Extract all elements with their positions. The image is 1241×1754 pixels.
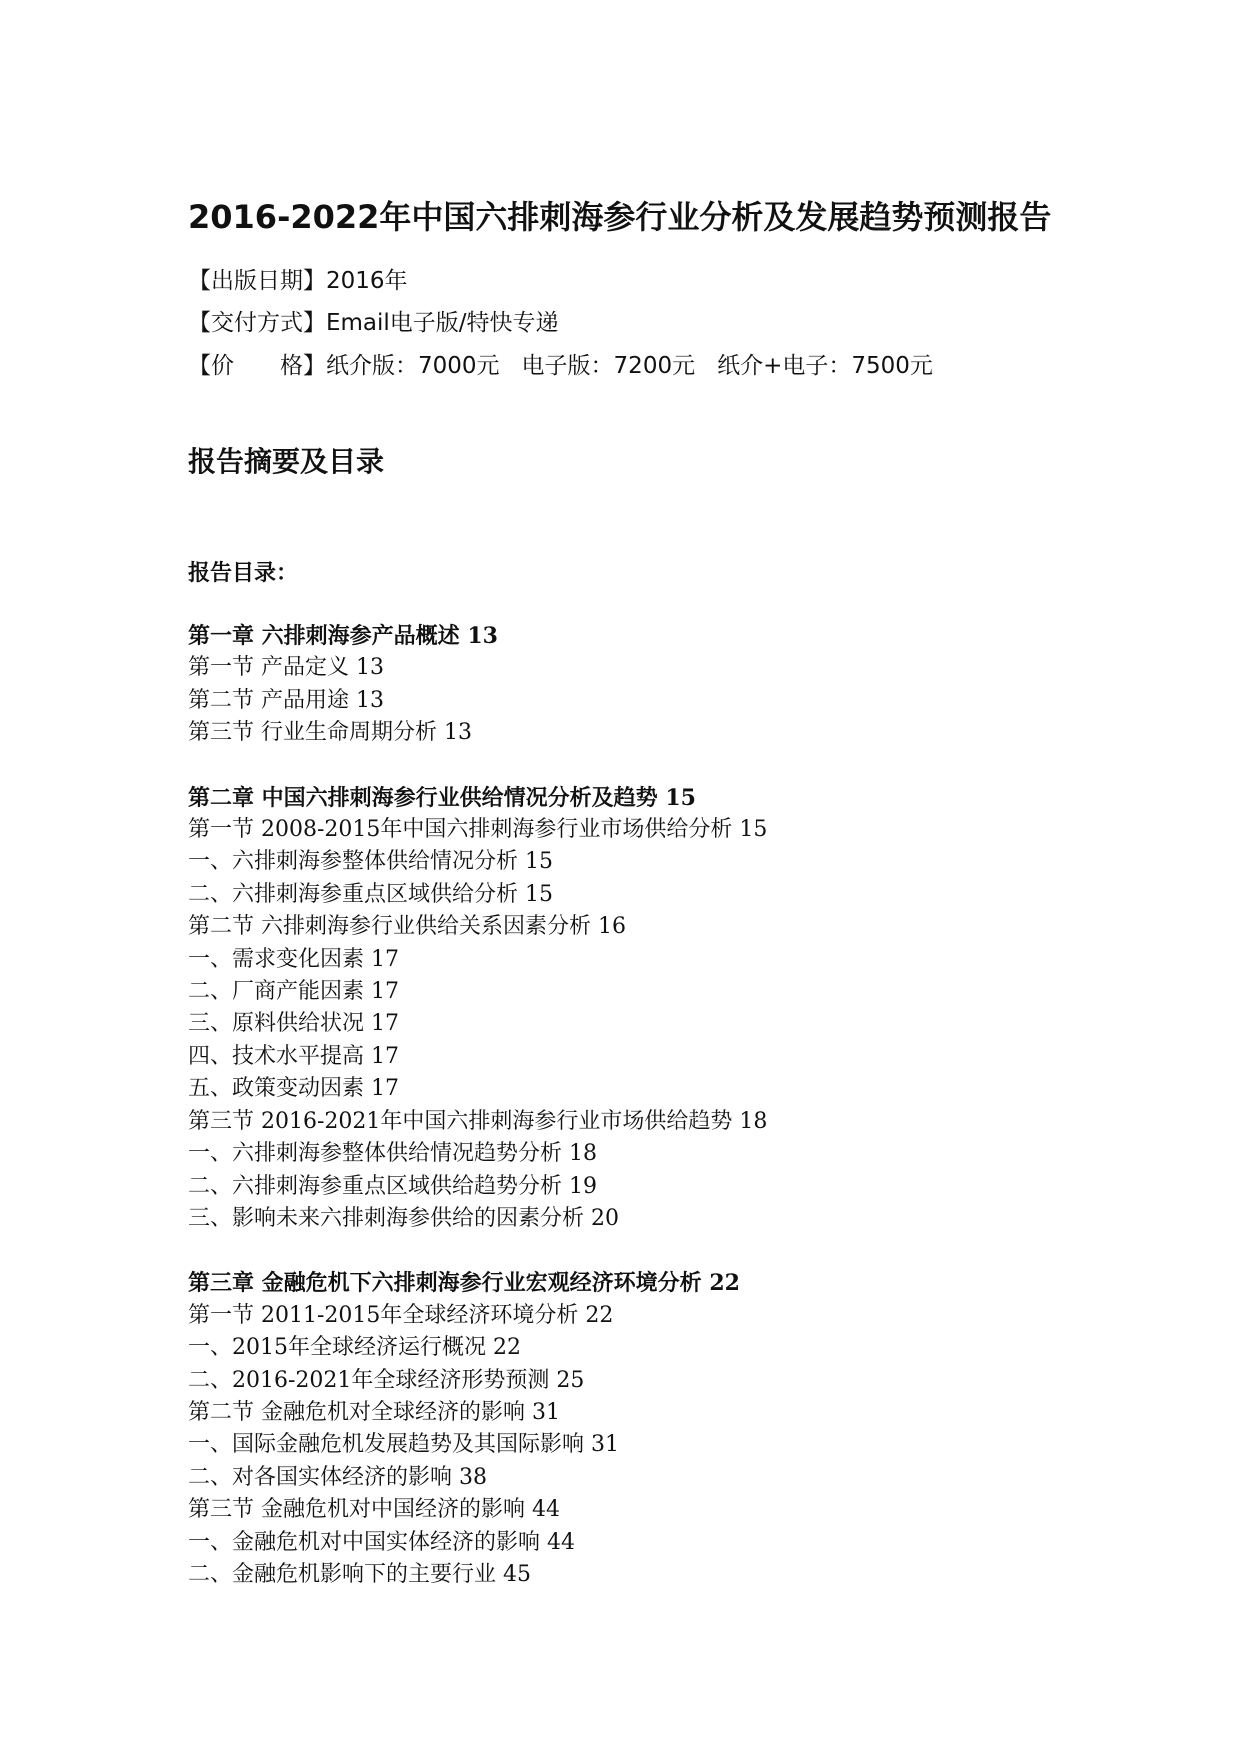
- toc-entry: 第三节 2016-2021年中国六排刺海参行业市场供给趋势 18: [188, 1108, 768, 1134]
- toc-entry: 二、六排刺海参重点区域供给趋势分析 19: [188, 1173, 597, 1199]
- toc-entry: 一、2015年全球经济运行概况 22: [188, 1335, 521, 1361]
- toc-entry: 五、政策变动因素 17: [188, 1076, 399, 1102]
- publish-date-value: 2016年: [326, 268, 408, 294]
- toc-entry: 第一节 2008-2015年中国六排刺海参行业市场供给分析 15: [188, 817, 768, 843]
- toc-entry: 二、六排刺海参重点区域供给分析 15: [188, 881, 553, 907]
- price-electronic: 电子版：7200元: [521, 353, 696, 379]
- toc-entry: 三、原料供给状况 17: [188, 1011, 399, 1037]
- delivery-label: 【交付方式】: [188, 310, 326, 336]
- toc-entry: 一、需求变化因素 17: [188, 946, 399, 972]
- publish-date-label: 【出版日期】: [188, 268, 326, 294]
- chapter-heading: 第三章 金融危机下六排刺海参行业宏观经济环境分析 22: [188, 1270, 740, 1297]
- toc-entry: 二、对各国实体经济的影响 38: [188, 1464, 487, 1490]
- table-of-contents: [188, 620, 1168, 1623]
- delivery-line: [188, 304, 559, 337]
- toc-entry: 一、国际金融危机发展趋势及其国际影响 31: [188, 1432, 619, 1458]
- price-line: [188, 347, 933, 380]
- price-paper: 纸介版：7000元: [326, 353, 500, 379]
- toc-label: 报告目录：: [188, 560, 299, 586]
- toc-chapter-3: [188, 1267, 1168, 1591]
- toc-entry: 第二节 六排刺海参行业供给关系因素分析 16: [188, 914, 626, 940]
- chapter-heading: 第一章 六排刺海参产品概述 13: [188, 623, 498, 649]
- toc-entry: 一、金融危机对中国实体经济的影响 44: [188, 1529, 575, 1555]
- delivery-value: Email电子版/特快专递: [326, 310, 559, 336]
- toc-entry: 一、六排刺海参整体供给情况趋势分析 18: [188, 1141, 597, 1167]
- toc-entry: 第三节 行业生命周期分析 13: [188, 720, 472, 746]
- toc-entry: 二、2016-2021年全球经济形势预测 25: [188, 1367, 585, 1393]
- price-combo: 纸介+电子：7500元: [717, 353, 933, 379]
- toc-chapter-1: [188, 620, 1168, 750]
- summary-heading: 报告摘要及目录: [188, 445, 385, 478]
- toc-chapter-2: [188, 782, 1168, 1236]
- chapter-heading: 第二章 中国六排刺海参行业供给情况分析及趋势 15: [188, 784, 696, 811]
- toc-entry: 二、金融危机影响下的主要行业 45: [188, 1561, 531, 1587]
- publish-date-line: [188, 262, 408, 295]
- toc-entry: 四、技术水平提高 17: [188, 1043, 399, 1069]
- report-title: 2016-2022年中国六排刺海参行业分析及发展趋势预测报告: [188, 198, 1052, 236]
- toc-entry: 第二节 金融危机对全球经济的影响 31: [188, 1399, 560, 1425]
- toc-entry: 一、六排刺海参整体供给情况分析 15: [188, 849, 553, 875]
- toc-entry: 第一节 产品定义 13: [188, 655, 384, 681]
- toc-entry: 三、影响未来六排刺海参供给的因素分析 20: [188, 1205, 619, 1231]
- toc-entry: 二、厂商产能因素 17: [188, 979, 399, 1005]
- price-label: 【价 格】: [188, 353, 326, 379]
- toc-entry: 第一节 2011-2015年全球经济环境分析 22: [188, 1302, 614, 1328]
- toc-entry: 第二节 产品用途 13: [188, 687, 384, 713]
- toc-entry: 第三节 金融危机对中国经济的影响 44: [188, 1497, 560, 1523]
